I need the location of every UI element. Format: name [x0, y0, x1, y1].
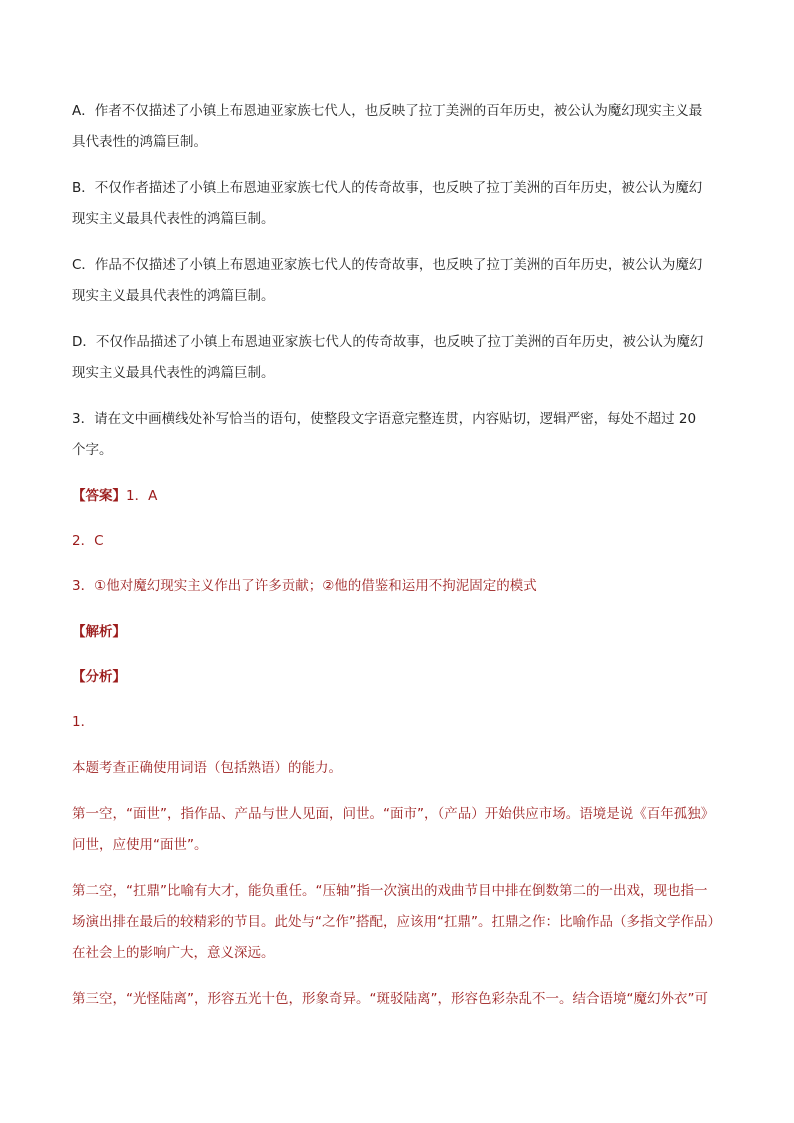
- option-d-line-1: D．不仅作品描述了小镇上布恩迪亚家族七代人的传奇故事，也反映了拉丁美洲的百年历史，被公认为魔幻: [72, 334, 704, 350]
- analysis-intro: 本题考查正确使用词语（包括熟语）的能力。: [72, 760, 342, 776]
- option-a-line-2: 具代表性的鸿篇巨制。: [72, 134, 207, 150]
- option-b-line-2: 现实主义最具代表性的鸿篇巨制。: [72, 211, 275, 227]
- option-c-line-2: 现实主义最具代表性的鸿篇巨制。: [72, 288, 275, 304]
- answer-label: 【答案】: [72, 488, 126, 504]
- analysis-p2-line-3: 在社会上的影响广大，意义深远。: [72, 945, 275, 961]
- option-b-line-1: B．不仅作者描述了小镇上布恩迪亚家族七代人的传奇故事，也反映了拉丁美洲的百年历史，被公认为魔幻: [72, 180, 703, 196]
- analysis-p2-line-1: 第二空，“扛鼎”比喻有大才，能负重任。“压轴”指一次演出的戏曲节目中排在倒数第二的一出戏，现也指一: [72, 883, 708, 899]
- question-3-line-1: 3．请在文中画横线处补写恰当的语句，使整段文字语意完整连贯，内容贴切，逻辑严密，每处不超过 20: [72, 411, 697, 427]
- answer-1: 1．A: [126, 488, 158, 504]
- answer-3: 3．①他对魔幻现实主义作出了许多贡献；②他的借鉴和运用不拘泥固定的模式: [72, 578, 537, 594]
- analysis-p1-line-1: 第一空，“面世”，指作品、产品与世人见面，问世。“面市”，（产品）开始供应市场。语境是说《百年孤独》: [72, 806, 715, 822]
- analysis-p1-line-2: 问世，应使用“面世”。: [72, 837, 208, 853]
- fenxi-label: 【分析】: [72, 669, 126, 685]
- option-a-line-1: A．作者不仅描述了小镇上布恩迪亚家族七代人，也反映了拉丁美洲的百年历史，被公认为魔幻现实主义最: [72, 103, 703, 119]
- analysis-label: 【解析】: [72, 624, 126, 640]
- answer-2: 2．C: [72, 533, 104, 549]
- option-c-line-1: C．作品不仅描述了小镇上布恩迪亚家族七代人的传奇故事，也反映了拉丁美洲的百年历史，被公认为魔幻: [72, 257, 703, 273]
- analysis-p2-line-2: 场演出排在最后的较精彩的节目。此处与“之作”搭配，应该用“扛鼎”。扛鼎之作：比喻作品（多指文学作品）: [72, 914, 721, 930]
- question-3-line-2: 个字。: [72, 442, 113, 458]
- option-d-line-2: 现实主义最具代表性的鸿篇巨制。: [72, 365, 275, 381]
- analysis-p3-line-1: 第三空，“光怪陆离”，形容五光十色，形象奇异。“斑驳陆离”，形容色彩杂乱不一。结合语境“魔幻外衣”可: [72, 991, 708, 1007]
- analysis-item-number: 1．: [72, 714, 95, 730]
- answer-line-1: [72, 487, 732, 505]
